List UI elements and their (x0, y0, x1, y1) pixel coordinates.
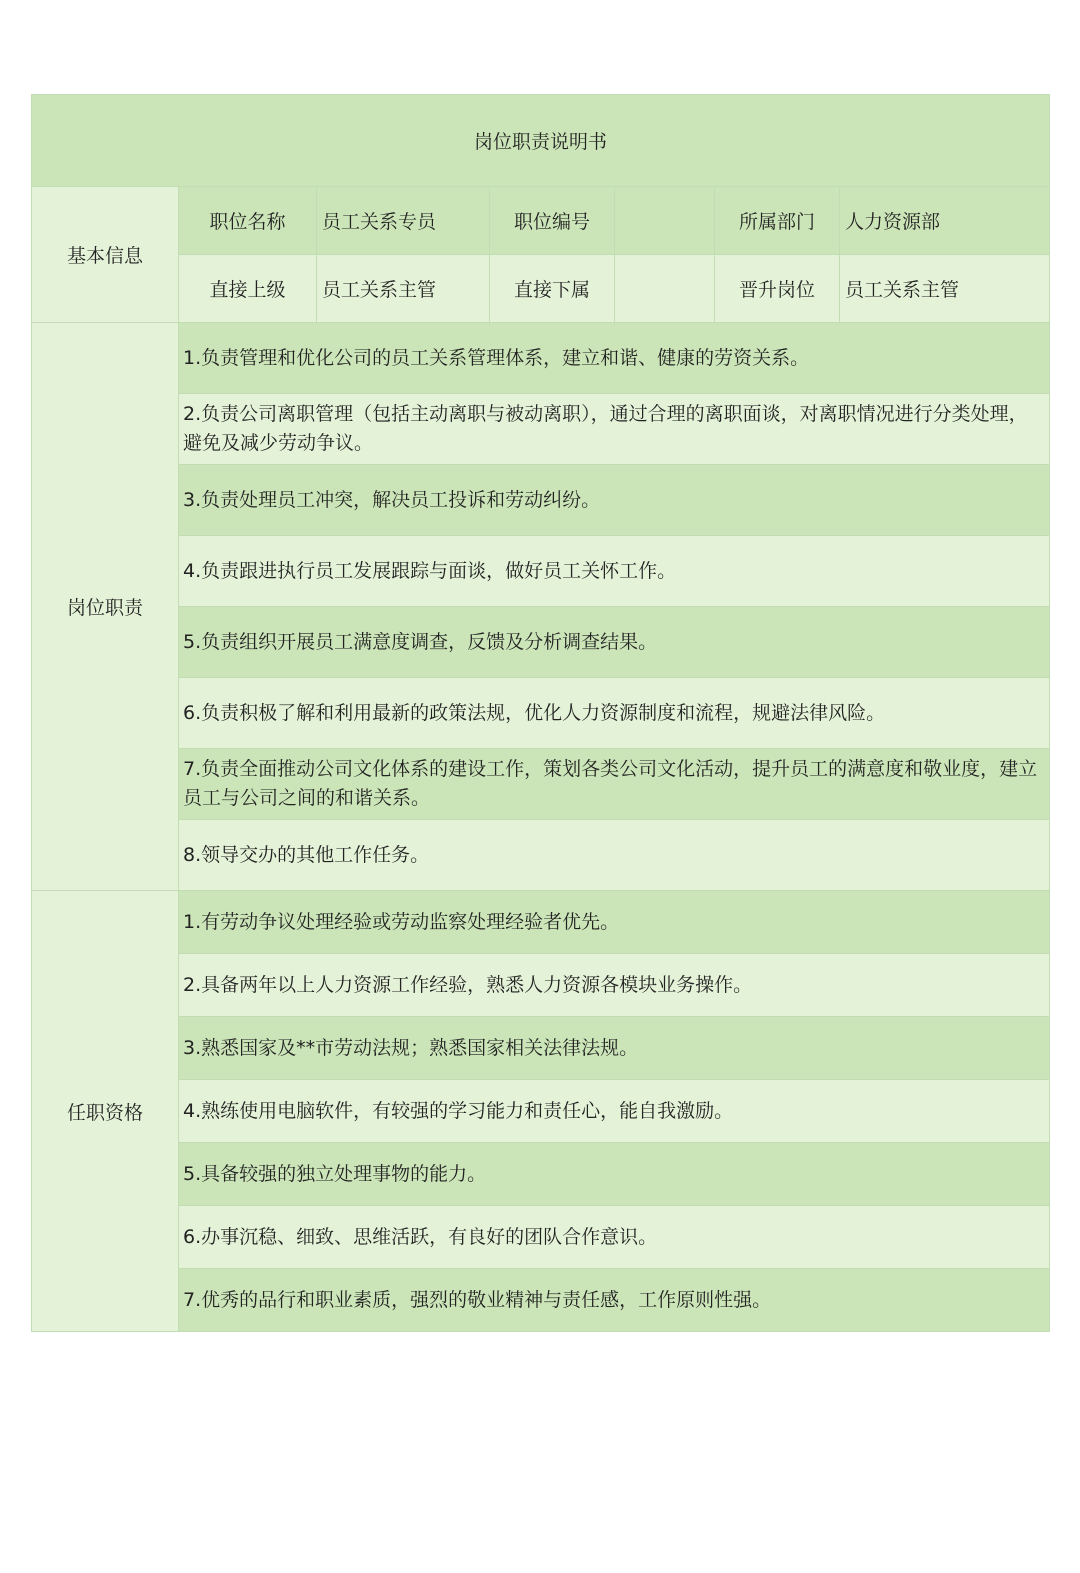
qualification-item: 3.熟悉国家及**市劳动法规；熟悉国家相关法律法规。 (179, 1017, 1050, 1080)
qualification-item: 5.具备较强的独立处理事物的能力。 (179, 1143, 1050, 1206)
duty-item: 8.领导交办的其他工作任务。 (179, 820, 1050, 891)
section-label-basic-info: 基本信息 (32, 187, 179, 323)
field-value-direct-subordinate (615, 255, 715, 323)
qualification-item: 6.办事沉稳、细致、思维活跃，有良好的团队合作意识。 (179, 1206, 1050, 1269)
field-value-direct-superior: 员工关系主管 (317, 255, 490, 323)
field-label-direct-subordinate: 直接下属 (490, 255, 615, 323)
field-label-promotion-position: 晋升岗位 (715, 255, 840, 323)
field-value-promotion-position: 员工关系主管 (840, 255, 1050, 323)
duty-item: 3.负责处理员工冲突，解决员工投诉和劳动纠纷。 (179, 465, 1050, 536)
field-value-department: 人力资源部 (840, 187, 1050, 255)
qualification-item: 7.优秀的品行和职业素质，强烈的敬业精神与责任感，工作原则性强。 (179, 1269, 1050, 1332)
duty-item: 1.负责管理和优化公司的员工关系管理体系，建立和谐、健康的劳资关系。 (179, 323, 1050, 394)
section-label-duties: 岗位职责 (32, 323, 179, 891)
duty-item: 5.负责组织开展员工满意度调查，反馈及分析调查结果。 (179, 607, 1050, 678)
qualification-item: 1.有劳动争议处理经验或劳动监察处理经验者优先。 (179, 891, 1050, 954)
field-label-position-id: 职位编号 (490, 187, 615, 255)
duty-item: 7.负责全面推动公司文化体系的建设工作，策划各类公司文化活动，提升员工的满意度和敬业度，建立员工与公司之间的和谐关系。 (179, 749, 1050, 820)
section-label-qualifications: 任职资格 (32, 891, 179, 1332)
job-description-document (31, 94, 1049, 1332)
field-label-department: 所属部门 (715, 187, 840, 255)
job-description-table (31, 94, 1050, 1332)
duty-item: 2.负责公司离职管理（包括主动离职与被动离职），通过合理的离职面谈，对离职情况进行分类处理，避免及减少劳动争议。 (179, 394, 1050, 465)
duty-item: 4.负责跟进执行员工发展跟踪与面谈，做好员工关怀工作。 (179, 536, 1050, 607)
field-label-direct-superior: 直接上级 (179, 255, 317, 323)
duty-item: 6.负责积极了解和利用最新的政策法规，优化人力资源制度和流程，规避法律风险。 (179, 678, 1050, 749)
document-title: 岗位职责说明书 (32, 95, 1050, 187)
field-value-position-name: 员工关系专员 (317, 187, 490, 255)
qualification-item: 2.具备两年以上人力资源工作经验，熟悉人力资源各模块业务操作。 (179, 954, 1050, 1017)
field-value-position-id (615, 187, 715, 255)
field-label-position-name: 职位名称 (179, 187, 317, 255)
qualification-item: 4.熟练使用电脑软件，有较强的学习能力和责任心，能自我激励。 (179, 1080, 1050, 1143)
